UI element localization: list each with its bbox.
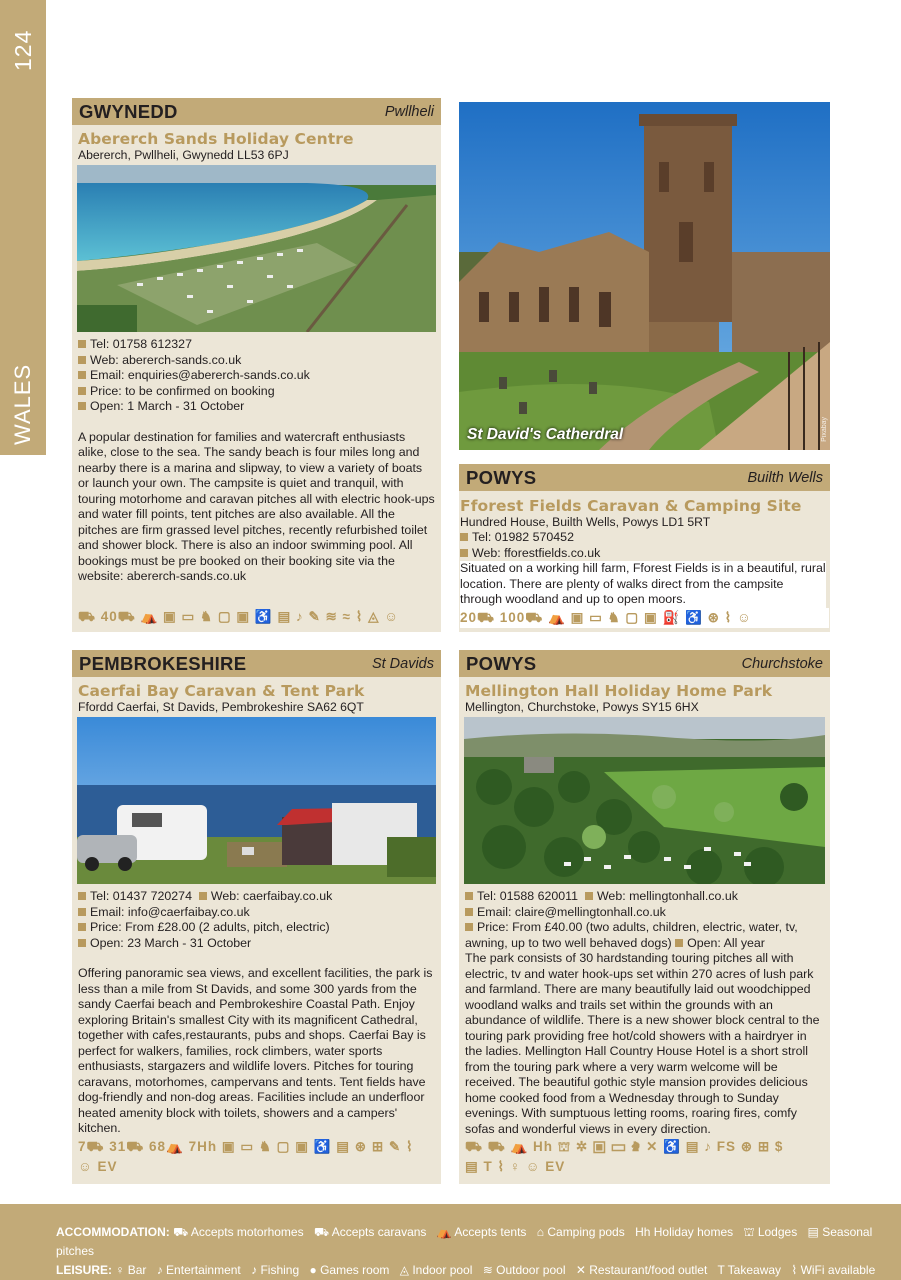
county: POWYS: [466, 466, 537, 488]
accommodation-legend: [56, 1223, 901, 1261]
accommodation-label: ACCOMMODATION:: [56, 1225, 170, 1239]
legend-item: ≋ Outdoor pool: [482, 1263, 566, 1277]
leisure-label: LEISURE:: [56, 1263, 113, 1277]
listing-powys-churchstoke: [459, 650, 830, 1184]
description: Situated on a working hill farm, Fforest Fields is in a beautiful, rural location. There are plenty of walks direct from the campsite through woodland and up to open moors.: [460, 561, 826, 607]
county: GWYNEDD: [79, 100, 178, 122]
town: Builth Wells: [747, 469, 823, 486]
town: Pwllheli: [384, 103, 434, 120]
beach-photo: [77, 165, 436, 332]
county: POWYS: [466, 652, 537, 674]
site-name: Caerfai Bay Caravan & Tent Park: [78, 682, 365, 700]
legend-item: ♀ Bar: [115, 1263, 147, 1277]
web-link[interactable]: Web: mellingtonhall.co.uk: [596, 889, 738, 903]
town: Churchstoke: [741, 655, 823, 672]
cathedral-photo: [459, 102, 830, 450]
caravan-image: [77, 717, 436, 884]
legend-footer: [0, 1204, 901, 1280]
beach-image: [77, 165, 436, 332]
legend-item: ● Games room: [309, 1263, 390, 1277]
contact-info: [78, 337, 435, 415]
description: A popular destination for families and watercraft enthusiasts alike, close to the sea. The sandy beach is four miles long and nearby there is a marina and slipway, to view a variety of boats or launch your own. The campsite is quiet and tranquil, with touring motorhome and caravan pitches all with electric hook-ups and water fill points, tent pitches are also available. All the pitches are firm grassed level pitches, recently refurbished toilet and shower block. There is also an indoor swimming pool. All bookings must be pre booked on their booking site via the website: abererch-sands.co.uk: [78, 429, 435, 584]
email-link[interactable]: Email: claire@mellingtonhall.co.uk: [477, 904, 666, 919]
open-dates: Open: 23 March - 31 October: [90, 935, 252, 950]
facility-icons-2: ☺ EV: [78, 1158, 118, 1174]
region-label: WALES: [10, 363, 35, 445]
facility-icons: ⛟ ⛟ ⛺ Hh ⛫ ✲ ▣ ▭ ♞ ✕ ♿ ▤ ♪ FS ⊛ ⊞ $: [465, 1139, 784, 1155]
site-name: Fforest Fields Caravan & Camping Site: [460, 497, 802, 515]
email-link[interactable]: Email: info@caerfaibay.co.uk: [90, 904, 250, 919]
listing-gwynedd: [72, 98, 441, 632]
legend-item: ▤ Seasonal pitches: [56, 1225, 873, 1258]
legend-item: T Takeaway: [717, 1263, 782, 1277]
facility-icons-2: ▤ T ⌇ ♀ ☺ EV: [465, 1159, 566, 1175]
web-link[interactable]: Web: fforestfields.co.uk: [472, 545, 601, 560]
price: Price: From £28.00 (2 adults, pitch, electric): [90, 920, 330, 935]
price: Price: to be confirmed on booking: [90, 383, 275, 398]
web-link[interactable]: Web: caerfaibay.co.uk: [210, 889, 333, 903]
leisure-legend: [56, 1261, 901, 1280]
address: Mellington, Churchstoke, Powys SY15 6HX: [465, 700, 699, 714]
legend-item: ♪ Entertainment: [156, 1263, 241, 1277]
legend-item: ⛫ Lodges: [743, 1225, 798, 1239]
legend-item: ⛟ Accepts caravans: [313, 1225, 427, 1239]
legend-item: ◬ Indoor pool: [399, 1263, 473, 1277]
legend-item: ⛟ Accepts motorhomes: [173, 1225, 304, 1239]
facility-icons: ⛟ 40⛟ ⛺ ▣ ▭ ♞ ▢ ▣ ♿ ▤ ♪ ✎ ≋ ≈ ⌇ ◬ ☺: [78, 608, 400, 624]
listing-powys-builth: [459, 464, 830, 632]
facility-icons: 7⛟ 31⛟ 68⛺ 7Hh ▣ ▭ ♞ ▢ ▣ ♿ ▤ ⊛ ⊞ ✎ ⌇: [78, 1138, 414, 1154]
park-image: [464, 717, 825, 884]
town: St Davids: [371, 655, 434, 672]
listing-pembrokeshire: [72, 650, 441, 1184]
facility-icons: 20⛟ 100⛟ ⛺ ▣ ▭ ♞ ▢ ▣ ⛽ ♿ ⊛ ⌇ ☺: [460, 608, 829, 628]
photo-caption: St David's Catherdral: [467, 426, 624, 443]
address: Hundred House, Builth Wells, Powys LD1 5RT: [460, 515, 711, 529]
description: The park consists of 30 hardstanding touring pitches all with electric, tv and water hook-ups set within 270 acres of lush park and farmland. There are many beautifully laid out woodchipped woodland walks and trails set within the grounds with an abundance of wildlife. There is a new shower block central to the touring park providing free hot/cold showers with a hairdryer in the ladies. Mellington Hall Country House Hotel is a short stroll from the touring park where a very warm welcome will be received. The beautiful gothic style mansion provides delicious home cooked food from a Wednesday through to Sunday evenings. With sumptuous letting rooms, roaring fires, comfy sofas and wonderful views in every direction.: [465, 951, 820, 1136]
legend-item: ♪ Fishing: [251, 1263, 300, 1277]
tel: Tel: 01588 620011: [477, 889, 579, 903]
county-bar: [459, 650, 830, 677]
county: PEMBROKESHIRE: [79, 652, 247, 674]
site-name: Abererch Sands Holiday Centre: [78, 130, 354, 148]
price: Price: From £40.00 (two adults, children, electric, water, tv, awning, up to two well behaved dogs): [465, 920, 798, 950]
park-photo: [464, 717, 825, 884]
address: Ffordd Caerfai, St Davids, Pembrokeshire SA62 6QT: [78, 700, 364, 714]
county-bar: [459, 464, 830, 491]
open-dates: Open: 1 March - 31 October: [90, 399, 245, 414]
tel: Tel: 01437 720274: [90, 889, 192, 903]
email-link[interactable]: Email: enquiries@abererch-sands.co.uk: [90, 368, 310, 383]
address: Abererch, Pwllheli, Gwynedd LL53 6PJ: [78, 148, 289, 162]
legend-item: ⌂ Camping pods: [536, 1225, 625, 1239]
tel: Tel: 01758 612327: [90, 337, 192, 351]
contact-info: [78, 889, 435, 951]
county-bar: [72, 98, 441, 125]
legend-item: Hh Holiday homes: [635, 1225, 734, 1239]
page-number: 124: [10, 29, 36, 71]
contact-info: [465, 889, 824, 951]
web-link[interactable]: Web: abererch-sands.co.uk: [90, 352, 242, 367]
tel: Tel: 01982 570452: [472, 530, 574, 544]
caravan-photo: [77, 717, 436, 884]
description: Offering panoramic sea views, and excellent facilities, the park is less than a mile from St Davids, and some 300 yards from the sandy Caerfai beach and Pembrokeshire Coastal Path. Enjoy exploring Britain's smallest City with its magnificent Cathedral, together with cafes,restaurants, pubs and shops. Caerfai Bay is perfect for walkers, families, rock climbers, water sports enthusiasts, stargazers and wildlife lovers. Pitches for touring caravans, motorhomes, campervans and tents. Tent fields have dog-friendly and non-dog areas. Facilities include an underfloor heated amenity block with toilets, showers and a campers' kitchen.: [78, 966, 433, 1136]
legend-item: ✕ Restaurant/food outlet: [575, 1263, 708, 1277]
cathedral-image: [459, 102, 830, 450]
photo-credit: Pixabay: [821, 417, 828, 442]
contact-info: [460, 530, 829, 561]
open-dates: Open: All year: [687, 935, 765, 950]
legend-item: ⛺ Accepts tents: [436, 1225, 527, 1239]
county-bar: [72, 650, 441, 677]
site-name: Mellington Hall Holiday Home Park: [465, 682, 773, 700]
legend-item: ⌇ WiFi available: [791, 1263, 876, 1277]
sidebar: [0, 0, 46, 455]
